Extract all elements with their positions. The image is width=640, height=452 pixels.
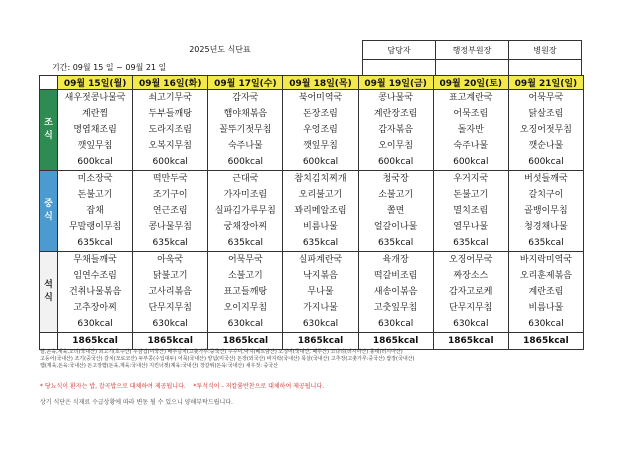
diabetes-note: * 당뇨식이 환자는 밥, 잡곡밥으로 대체하여 제공됩니다.: [40, 383, 186, 390]
menu-item: 명엽채조림: [73, 125, 117, 135]
menu-item: 떡만두국: [152, 174, 188, 184]
daily-total-kcal: 1865kcal: [358, 333, 433, 350]
menu-item: 오리불고기: [298, 190, 343, 200]
menu-item: 실파계란국: [298, 255, 343, 265]
menu-item: 닭불고기: [152, 271, 188, 281]
lunch-cell: [133, 171, 208, 252]
menu-item: 고추장아찌: [73, 303, 117, 313]
menu-item: 감자국: [232, 93, 259, 103]
dinner-cell: [508, 252, 583, 333]
menu-item: 낙지볶음: [303, 271, 338, 281]
menu-item: 어묵무국: [528, 93, 564, 103]
day-header: 09월 17일(수): [208, 76, 283, 90]
menu-item: 우엉조림: [303, 125, 338, 135]
daily-total-kcal: 1865kcal: [283, 333, 358, 350]
lunch-cell: [283, 171, 358, 252]
menu-item: 임연수조림: [73, 271, 117, 281]
menu-item: 꽈리메알조림: [294, 206, 347, 216]
menu-item: 가자미조림: [223, 190, 268, 200]
breakfast-cell: [358, 90, 433, 171]
lunch-cell: [358, 171, 433, 252]
menu-item: 어묵조림: [453, 109, 489, 119]
calorie-value: 635kcal: [152, 238, 188, 248]
menu-item: 숙주나물: [227, 141, 263, 151]
breakfast-cell: [508, 90, 583, 171]
menu-item: 새송이볶음: [373, 287, 418, 297]
menu-item: 계란찜: [82, 109, 109, 119]
lunch-cell: [508, 171, 583, 252]
menu-item: 아욱국: [157, 255, 184, 265]
calorie-value: 630kcal: [453, 319, 489, 329]
calorie-value: 630kcal: [528, 319, 564, 329]
calorie-value: 630kcal: [152, 319, 188, 329]
dinner-cell: [133, 252, 208, 333]
menu-item: 우거지국: [453, 174, 489, 184]
menu-item: 잡채: [86, 206, 104, 216]
calorie-value: 600kcal: [152, 157, 188, 167]
menu-item: 새우젓콩나물국: [64, 93, 126, 103]
diet-notes: [40, 381, 595, 390]
calorie-value: 635kcal: [377, 238, 414, 248]
calorie-value: 630kcal: [377, 319, 414, 329]
calorie-value: 635kcal: [77, 238, 113, 248]
lunch-cell: [208, 171, 283, 252]
daily-total-kcal: 1865kcal: [133, 333, 208, 350]
daily-total-kcal: 1865kcal: [208, 333, 283, 350]
origin-line: 고등어(국내산) 조기(중국산) 갈치(모로코산) 두부콩(수입대두) 어묵(국내산) 양념(미국산) 돈장(외국산) 바지락(국내산) 목살(국내산) 고추장(고춧가루:중국산) 쌈장(국내산): [40, 356, 415, 362]
breakfast-cell: [433, 90, 508, 171]
menu-item: 비름나물: [303, 222, 338, 232]
day-header: 09월 15일(월): [58, 76, 133, 90]
breakfast-cell: [208, 90, 283, 171]
menu-item: 얼갈이나물: [373, 222, 418, 232]
menu-item: 소불고기: [378, 190, 414, 200]
breakfast-cell: [133, 90, 208, 171]
menu-item: 오징어젓무침: [519, 125, 572, 135]
calorie-value: 635kcal: [528, 238, 564, 248]
menu-item: 무나물: [307, 287, 334, 297]
menu-item: 무말랭이무침: [68, 222, 122, 232]
change-notice: 상기 식단은 식재료 수급상황에 따라 변동 될 수 있으니 양해부탁드립니다.: [40, 399, 233, 406]
menu-item: 고사리볶음: [148, 287, 192, 297]
calorie-value: 600kcal: [302, 157, 339, 167]
approval-vice-director: 행정부원장: [436, 41, 509, 60]
calorie-value: 630kcal: [227, 319, 264, 329]
lunch-cell: [433, 171, 508, 252]
breakfast-cell: [58, 90, 133, 171]
menu-item: 짜장소스: [453, 271, 489, 281]
menu-item: 돌자반: [457, 125, 484, 135]
menu-item: 닭살조림: [528, 109, 564, 119]
calorie-value: 600kcal: [528, 157, 564, 167]
meal-label-dinner: 석식: [40, 252, 58, 333]
day-header: 09월 19일(금): [358, 76, 433, 90]
menu-item: 쫄면: [386, 206, 405, 216]
menu-item: 연근조림: [152, 206, 188, 216]
menu-item: 오이무침: [378, 141, 414, 151]
calorie-value: 600kcal: [453, 157, 489, 167]
menu-item: 도라지조림: [148, 125, 192, 135]
menu-item: 북어미역국: [298, 93, 343, 103]
dinner-cell: [358, 252, 433, 333]
lunch-cell: [58, 171, 133, 252]
menu-item: 쇠고기무국: [148, 93, 192, 103]
calorie-value: 635kcal: [227, 238, 264, 248]
dialysis-note: *투석식이 - 저칼륨반찬으로 대체하여 제공됩니다.: [193, 383, 325, 390]
origin-line: 쌀,돈육,계육,오리(국내산) 쇠고기(호주산) 우삼겹(미국산) 배추김치(고춧가루:중국산) 주꾸미,낙지(베트남산) 오징어(국내산, 페루산) 코다리(러시아산) 동태(러시아산): [40, 349, 403, 355]
menu-item: 육개장: [382, 255, 409, 265]
menu-item: 골뱅이무침: [524, 206, 568, 216]
menu-item: 오복지무침: [148, 141, 192, 151]
menu-item: 버섯들깨국: [524, 174, 568, 184]
menu-item: 실파김가루무침: [214, 206, 276, 216]
daily-total-kcal: 1865kcal: [508, 333, 583, 350]
menu-item: 두부들깨탕: [148, 109, 192, 119]
menu-item: 바지락미역국: [519, 255, 572, 265]
menu-item: 콩나물국: [378, 93, 414, 103]
menu-item: 오이지무침: [223, 303, 268, 313]
menu-item: 돈장조림: [303, 109, 338, 119]
day-header: 09월 21일(일): [508, 76, 583, 90]
menu-item: 무채들깨국: [73, 255, 117, 265]
menu-item: 단무지무침: [148, 303, 192, 313]
menu-item: 떡갈비조림: [373, 271, 418, 281]
menu-item: 계란장조림: [373, 109, 418, 119]
menu-item: 궁채장아찌: [223, 222, 268, 232]
menu-item: 어묵무국: [227, 255, 263, 265]
menu-item: 깻잎무침: [303, 141, 338, 151]
date-range: 기간: 09월 15 일 ~ 09월 21 일: [52, 63, 167, 72]
dinner-cell: [58, 252, 133, 333]
calorie-value: 635kcal: [302, 238, 339, 248]
day-header: 09월 16일(화): [133, 76, 208, 90]
calorie-value: 600kcal: [77, 157, 113, 167]
menu-item: 건취나물볶음: [68, 287, 122, 297]
calorie-value: 630kcal: [77, 319, 113, 329]
menu-item: 햄야채볶음: [223, 109, 268, 119]
menu-item: 고춧잎무침: [373, 303, 418, 313]
menu-item: 표고계란국: [449, 93, 493, 103]
menu-item: 청경채나물: [524, 222, 568, 232]
day-header: 09월 20일(토): [433, 76, 508, 90]
menu-item: 깻잎무침: [77, 141, 113, 151]
menu-item: 가지나물: [303, 303, 338, 313]
approval-manager: 담당자: [363, 41, 436, 60]
calorie-value: 600kcal: [227, 157, 264, 167]
origin-line: 햄(계육,돈육:국내산) 돈고장햄(돈육,계육:국내산) 지킨너겟(계육:국내산) 장갈튀(돈육:국내산) 새우젓: 중국산: [40, 363, 279, 369]
menu-item: 조기구이: [152, 190, 188, 200]
menu-item: 돈불고기: [453, 190, 489, 200]
menu-item: 꼴뚜기젓무침: [219, 125, 272, 135]
calorie-value: 600kcal: [377, 157, 414, 167]
daily-total-kcal: 1865kcal: [433, 333, 508, 350]
menu-item: 참치김치찌개: [294, 174, 347, 184]
dinner-cell: [433, 252, 508, 333]
total-label-cell: [40, 333, 58, 350]
menu-item: 숙주나물: [453, 141, 489, 151]
breakfast-cell: [283, 90, 358, 171]
approval-director: 병원장: [509, 41, 582, 60]
menu-item: 깻순나물: [528, 141, 564, 151]
corner-cell: [40, 76, 58, 90]
menu-item: 계란조림: [528, 287, 564, 297]
menu-item: 단무지무침: [449, 303, 493, 313]
daily-total-kcal: 1865kcal: [58, 333, 133, 350]
menu-item: 청국장: [382, 174, 409, 184]
menu-item: 감자볶음: [378, 125, 414, 135]
menu-item: 표고들깨탕: [223, 287, 268, 297]
menu-item: 오리훈제볶음: [519, 271, 572, 281]
menu-item: 미소장국: [77, 174, 113, 184]
day-header: 09월 18일(목): [283, 76, 358, 90]
menu-item: 비름나물: [528, 303, 564, 313]
menu-item: 소불고기: [227, 271, 263, 281]
meal-label-lunch: 중식: [40, 171, 58, 252]
weekly-menu-table: [39, 75, 584, 350]
dinner-cell: [208, 252, 283, 333]
menu-item: 돈불고기: [77, 190, 113, 200]
calorie-value: 635kcal: [453, 238, 489, 248]
origin-footnote: [40, 349, 595, 370]
menu-item: 근대국: [232, 174, 259, 184]
menu-item: 멸치조림: [453, 206, 489, 216]
menu-item: 오징어무국: [449, 255, 493, 265]
page-title: 2025년도 식단표: [189, 45, 251, 54]
menu-item: 열무나물: [453, 222, 489, 232]
calorie-value: 630kcal: [302, 319, 339, 329]
dinner-cell: [283, 252, 358, 333]
menu-item: 갈치구이: [528, 190, 564, 200]
meal-label-breakfast: 조식: [40, 90, 58, 171]
menu-item: 감자고로케: [449, 287, 493, 297]
menu-item: 콩나물무침: [148, 222, 192, 232]
